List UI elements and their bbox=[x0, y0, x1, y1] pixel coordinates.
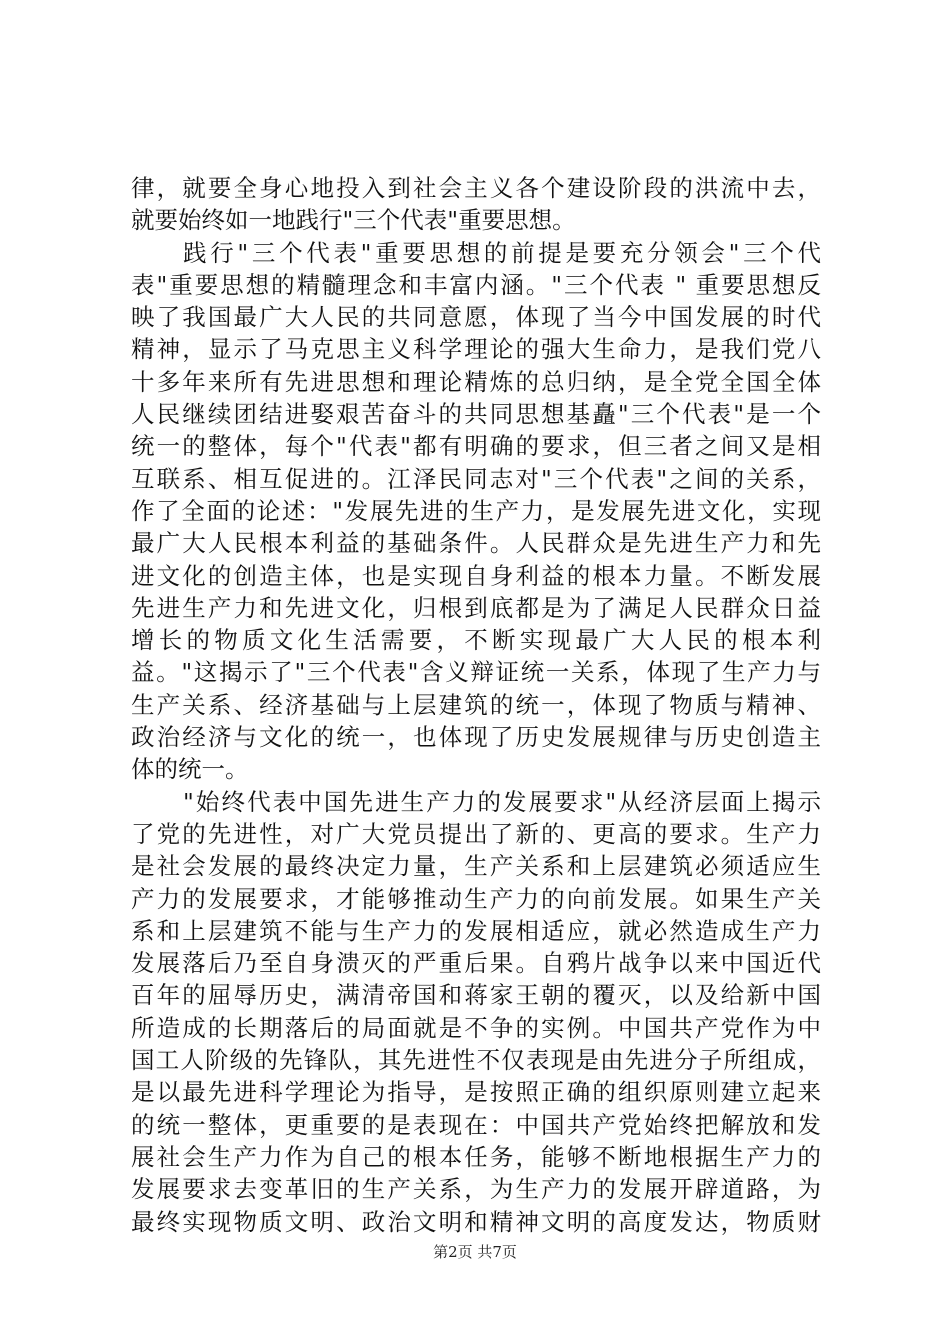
text-line: 体的统一。 bbox=[131, 755, 249, 784]
text-line: 益。"这揭示了"三个代表"含义辩证统一关系，体现了生产力与 bbox=[131, 658, 821, 687]
text-line: 先进生产力和先进文化，归根到底都是为了满足人民群众日益 bbox=[131, 593, 821, 622]
text-line: 政治经济与文化的统一，也体现了历史发展规律与历史创造主 bbox=[131, 723, 821, 752]
text-line: 人民继续团结进娶艰苦奋斗的共同思想基矗"三个代表"是一个 bbox=[131, 400, 821, 429]
text-line: 律，就要全身心地投入到社会主义各个建设阶段的洪流中去， bbox=[131, 174, 821, 202]
text-line: 生产关系、经济基础与上层建筑的统一，体现了物质与精神、 bbox=[131, 690, 821, 719]
text-line: 就要始终如一地践行"三个代表"重要思想。 bbox=[131, 206, 576, 235]
text-line: 产力的发展要求，才能够推动生产力的向前发展。如果生产关 bbox=[131, 884, 821, 913]
text-line: 发展要求去变革旧的生产关系，为生产力的发展开辟道路，为 bbox=[131, 1175, 821, 1204]
text-line: 所造成的长期落后的局面就是不争的实例。中国共产党作为中 bbox=[131, 1013, 821, 1042]
text-line: 作了全面的论述："发展先进的生产力，是发展先进文化，实现 bbox=[131, 496, 821, 525]
text-line: 统一的整体，每个"代表"都有明确的要求，但三者之间又是相 bbox=[131, 432, 821, 461]
text-line: "始终代表中国先进生产力的发展要求"从经济层面上揭示 bbox=[183, 787, 821, 816]
text-line: 互联系、相互促进的。江泽民同志对"三个代表"之间的关系， bbox=[131, 464, 821, 493]
text-line: 百年的屈辱历史，满清帝国和蒋家王朝的覆灭，以及给新中国 bbox=[131, 981, 821, 1010]
document-body bbox=[131, 172, 821, 1238]
text-line: 增长的物质文化生活需要，不断实现最广大人民的根本利 bbox=[131, 626, 821, 655]
text-line: 映了我国最广大人民的共同意愿，体现了当今中国发展的时代 bbox=[131, 303, 821, 332]
page-number-footer: 第2页 共7页 bbox=[433, 1243, 517, 1261]
text-line: 展社会生产力作为自己的根本任务，能够不断地根据生产力的 bbox=[131, 1142, 821, 1171]
text-line: 国工人阶级的先锋队，其先进性不仅表现是由先进分子所组成， bbox=[131, 1046, 821, 1075]
text-line: 是以最先进科学理论为指导，是按照正确的组织原则建立起来 bbox=[131, 1078, 821, 1107]
text-line: 是社会发展的最终决定力量，生产关系和上层建筑必须适应生 bbox=[131, 852, 821, 881]
text-line: 践行"三个代表"重要思想的前提是要充分领会"三个代 bbox=[183, 238, 821, 267]
text-line: 发展落后乃至自身溃灭的严重后果。自鸦片战争以来中国近代 bbox=[131, 949, 821, 978]
text-line: 系和上层建筑不能与生产力的发展相适应，就必然造成生产力 bbox=[131, 916, 821, 945]
text-line: 十多年来所有先进思想和理论精炼的总归纳，是全党全国全体 bbox=[131, 367, 821, 396]
text-line: 精神，显示了马克思主义科学理论的强大生命力，是我们党八 bbox=[131, 335, 821, 364]
text-line: 最广大人民根本利益的基础条件。人民群众是先进生产力和先 bbox=[131, 529, 821, 558]
text-line: 表"重要思想的精髓理念和丰富内涵。"三个代表 " 重要思想反 bbox=[131, 270, 821, 299]
text-line: 了党的先进性，对广大党员提出了新的、更高的要求。生产力 bbox=[131, 819, 821, 848]
text-line: 最终实现物质文明、政治文明和精神文明的高度发达，物质财 bbox=[131, 1207, 821, 1236]
text-line: 的统一整体，更重要的是表现在：中国共产党始终把解放和发 bbox=[131, 1110, 821, 1139]
text-line: 进文化的创造主体，也是实现自身利益的根本力量。不断发展 bbox=[131, 561, 821, 590]
